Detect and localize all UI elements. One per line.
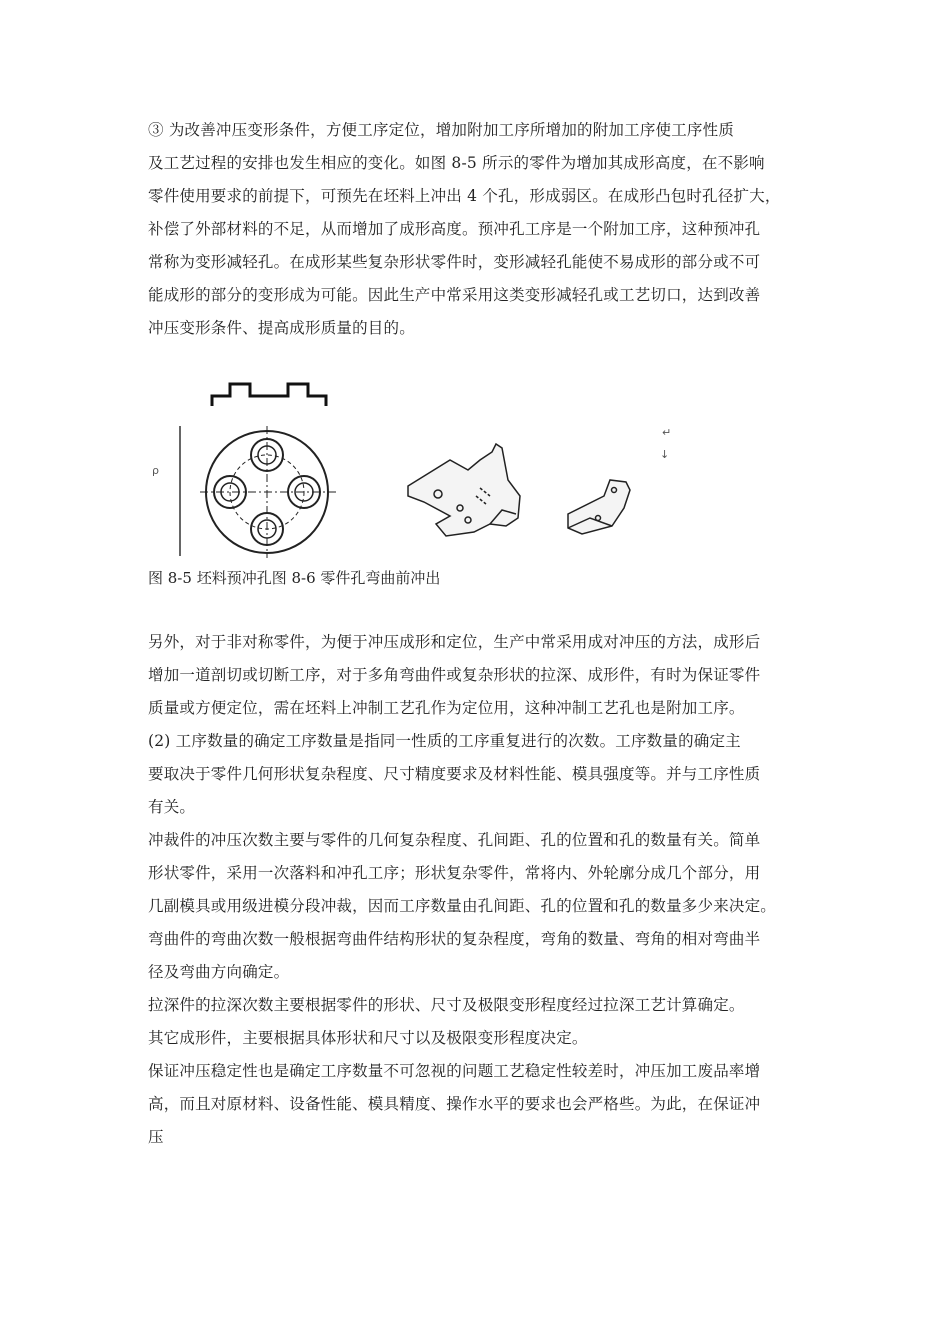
text-line: 径及弯曲方向确定。 xyxy=(148,963,290,981)
text-line: 补偿了外部材料的不足，从而增加了成形高度。预冲孔工序是一个附加工序，这种预冲孔 xyxy=(148,220,761,238)
bent-part-small-drawing xyxy=(568,480,630,534)
text-line: 冲压变形条件、提高成形质量的目的。 xyxy=(148,319,415,337)
blank-top-view-drawing xyxy=(200,426,338,558)
text-line: 其它成形件，主要根据具体形状和尺寸以及极限变形程度决定。 xyxy=(148,1029,588,1047)
text-line: 另外，对于非对称零件，为便于冲压成形和定位，生产中常采用成对冲压的方法，成形后 xyxy=(148,633,761,651)
text-line: 保证冲压稳定性也是确定工序数量不可忽视的问题工艺稳定性较差时，冲压加工废品率增 xyxy=(148,1062,761,1080)
text-line: 能成形的部分的变形成为可能。因此生产中常采用这类变形减轻孔或工艺切口，达到改善 xyxy=(148,286,761,304)
figure-caption: 图 8-5 坯料预冲孔图 8-6 零件孔弯曲前冲出 xyxy=(148,569,441,587)
bent-part-large-drawing xyxy=(408,444,520,536)
mark-top-right: ↵ xyxy=(662,426,672,439)
text-line: 几副模具或用级进模分段冲裁，因而工序数量由孔间距、孔的位置和孔的数量多少来决定。 xyxy=(148,897,777,915)
text-line: ③ 为改善冲压变形条件，方便工序定位，增加附加工序所增加的附加工序使工序性质 xyxy=(148,121,735,139)
text-line: 常称为变形减轻孔。在成形某些复杂形状零件时，变形减轻孔能使不易成形的部分或不可 xyxy=(148,253,761,271)
text-line: 有关。 xyxy=(148,798,196,816)
paragraph-1 xyxy=(148,114,808,345)
mark-arrow-down: ↓ xyxy=(660,448,670,461)
text-line: 质量或方便定位，需在坯料上冲制工艺孔作为定位用，这种冲制工艺孔也是附加工序。 xyxy=(148,699,745,717)
text-line: 增加一道剖切或切断工序，对于多角弯曲件或复杂形状的拉深、成形件，有时为保证零件 xyxy=(148,666,761,684)
figure-8-5-8-6 xyxy=(150,368,690,568)
text-line: 弯曲件的弯曲次数一般根据弯曲件结构形状的复杂程度，弯角的数量、弯角的相对弯曲半 xyxy=(148,930,761,948)
text-line: 要取决于零件几何形状复杂程度、尺寸精度要求及材料性能、模具强度等。并与工序性质 xyxy=(148,765,761,783)
text-line: 拉深件的拉深次数主要根据零件的形状、尺寸及极限变形程度经过拉深工艺计算确定。 xyxy=(148,996,745,1014)
text-line: 及工艺过程的安排也发生相应的变化。如图 8-5 所示的零件为增加其成形高度，在不影响 xyxy=(148,154,765,172)
text-line: 高，而且对原材料、设备性能、模具精度、操作水平的要求也会严格些。为此，在保证冲 xyxy=(148,1095,761,1113)
text-line: 冲裁件的冲压次数主要与零件的几何复杂程度、孔间距、孔的位置和孔的数量有关。简单 xyxy=(148,831,761,849)
text-line: 零件使用要求的前提下，可预先在坯料上冲出 4 个孔，形成弱区。在成形凸包时孔径扩大， xyxy=(148,187,781,205)
mark-left: ρ xyxy=(152,464,159,477)
paragraph-2 xyxy=(148,626,808,1154)
blank-profile-drawing xyxy=(212,384,326,406)
text-line: 形状零件，采用一次落料和冲孔工序；形状复杂零件，常将内、外轮廓分成几个部分，用 xyxy=(148,864,761,882)
figure-drawings xyxy=(150,368,690,568)
text-line: (2) 工序数量的确定工序数量是指同一性质的工序重复进行的次数。工序数量的确定主 xyxy=(148,732,741,750)
text-line: 压 xyxy=(148,1128,164,1146)
